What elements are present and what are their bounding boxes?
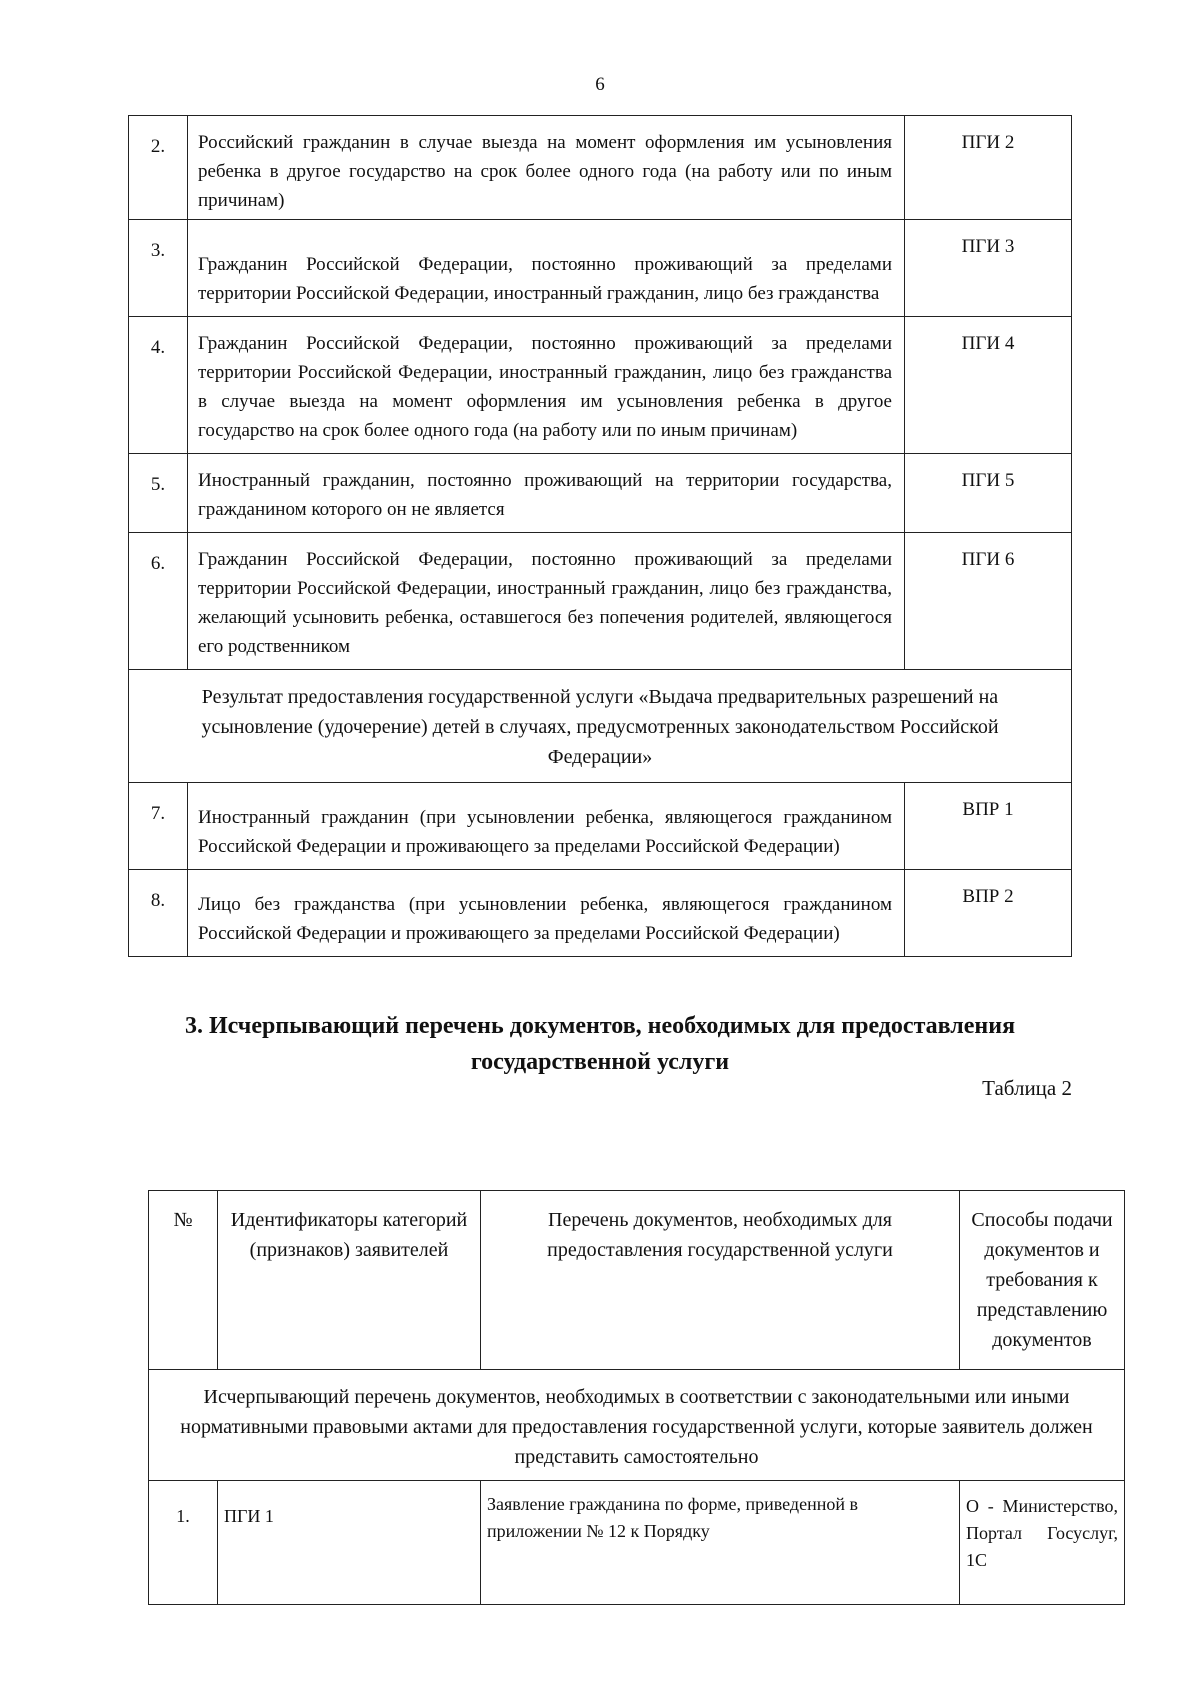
row-number: 2. (129, 116, 188, 220)
submission-ways: О - Министерство, Портал Госуслуг, 1С (960, 1481, 1125, 1605)
row-number: 6. (129, 533, 188, 670)
table-row (149, 1481, 1125, 1605)
category-description: Лицо без гражданства (при усыновлении ребенка, являющегося гражданином Российской Федерации и проживающего за пределами Российской Федерации) (188, 870, 905, 957)
category-description: Гражданин Российской Федерации, постоянно проживающий за пределами территории Российской Федерации, иностранный гражданин, лицо без гражданства, желающий усыновить ребенка, оставшегося без попечения родителей, являющегося его родственником (188, 533, 905, 670)
header-identifiers: Идентификаторы категорий (признаков) заявителей (218, 1191, 481, 1370)
category-code: ПГИ 2 (905, 116, 1072, 220)
category-identifier: ПГИ 1 (218, 1481, 481, 1605)
category-description: Иностранный гражданин, постоянно проживающий на территории государства, гражданином которого он не является (188, 454, 905, 533)
row-number: 8. (129, 870, 188, 957)
table-row (129, 317, 1072, 454)
category-code: ПГИ 6 (905, 533, 1072, 670)
table-row (129, 533, 1072, 670)
table-caption: Таблица 2 (982, 1076, 1072, 1100)
documents-table (148, 1190, 1125, 1605)
category-code: ВПР 1 (905, 783, 1072, 870)
table-row (129, 783, 1072, 870)
document-name: Заявление гражданина по форме, приведенной в приложении № 12 к Порядку (481, 1481, 960, 1605)
row-number: 1. (149, 1481, 218, 1605)
row-number: 3. (129, 220, 188, 317)
result-heading-row (129, 670, 1072, 783)
category-code: ПГИ 3 (905, 220, 1072, 317)
table-header-row (149, 1191, 1125, 1370)
table-row (129, 870, 1072, 957)
header-documents: Перечень документов, необходимых для предоставления государственной услуги (481, 1191, 960, 1370)
table-row (129, 116, 1072, 220)
category-code: ВПР 2 (905, 870, 1072, 957)
documents-subheading: Исчерпывающий перечень документов, необходимых в соответствии с законодательными или иными нормативными правовыми актами для предоставления государственной услуги, которые заявитель должен представить самостоятельно (149, 1370, 1125, 1481)
result-heading: Результат предоставления государственной услуги «Выдача предварительных разрешений на усыновление (удочерение) детей в случаях, предусмотренных законодательством Российской Федерации» (129, 670, 1072, 783)
category-description: Гражданин Российской Федерации, постоянно проживающий за пределами территории Российской Федерации, иностранный гражданин, лицо без гражданства (188, 220, 905, 317)
category-description: Гражданин Российской Федерации, постоянно проживающий за пределами территории Российской Федерации, иностранный гражданин, лицо без гражданства в случае выезда на момент оформления им усыновления ребенка в другое государство на срок более одного года (на работу или по иным причинам) (188, 317, 905, 454)
applicant-categories-table (128, 115, 1072, 957)
header-number: № (149, 1191, 218, 1370)
category-description: Российский гражданин в случае выезда на момент оформления им усыновления ребенка в другое государство на срок более одного года (на работу или по иным причинам) (188, 116, 905, 220)
table-row (129, 454, 1072, 533)
subheading-row (149, 1370, 1125, 1481)
table-row (129, 220, 1072, 317)
section-heading: 3. Исчерпывающий перечень документов, необходимых для предоставления государственной услуги (184, 1013, 1016, 1075)
category-code: ПГИ 4 (905, 317, 1072, 454)
row-number: 4. (129, 317, 188, 454)
category-code: ПГИ 5 (905, 454, 1072, 533)
category-description: Иностранный гражданин (при усыновлении ребенка, являющегося гражданином Российской Федерации и проживающего за пределами Российской Федерации) (188, 783, 905, 870)
page-number: 6 (595, 74, 605, 95)
header-ways: Способы подачи документов и требования к представлению документов (960, 1191, 1125, 1370)
row-number: 5. (129, 454, 188, 533)
row-number: 7. (129, 783, 188, 870)
